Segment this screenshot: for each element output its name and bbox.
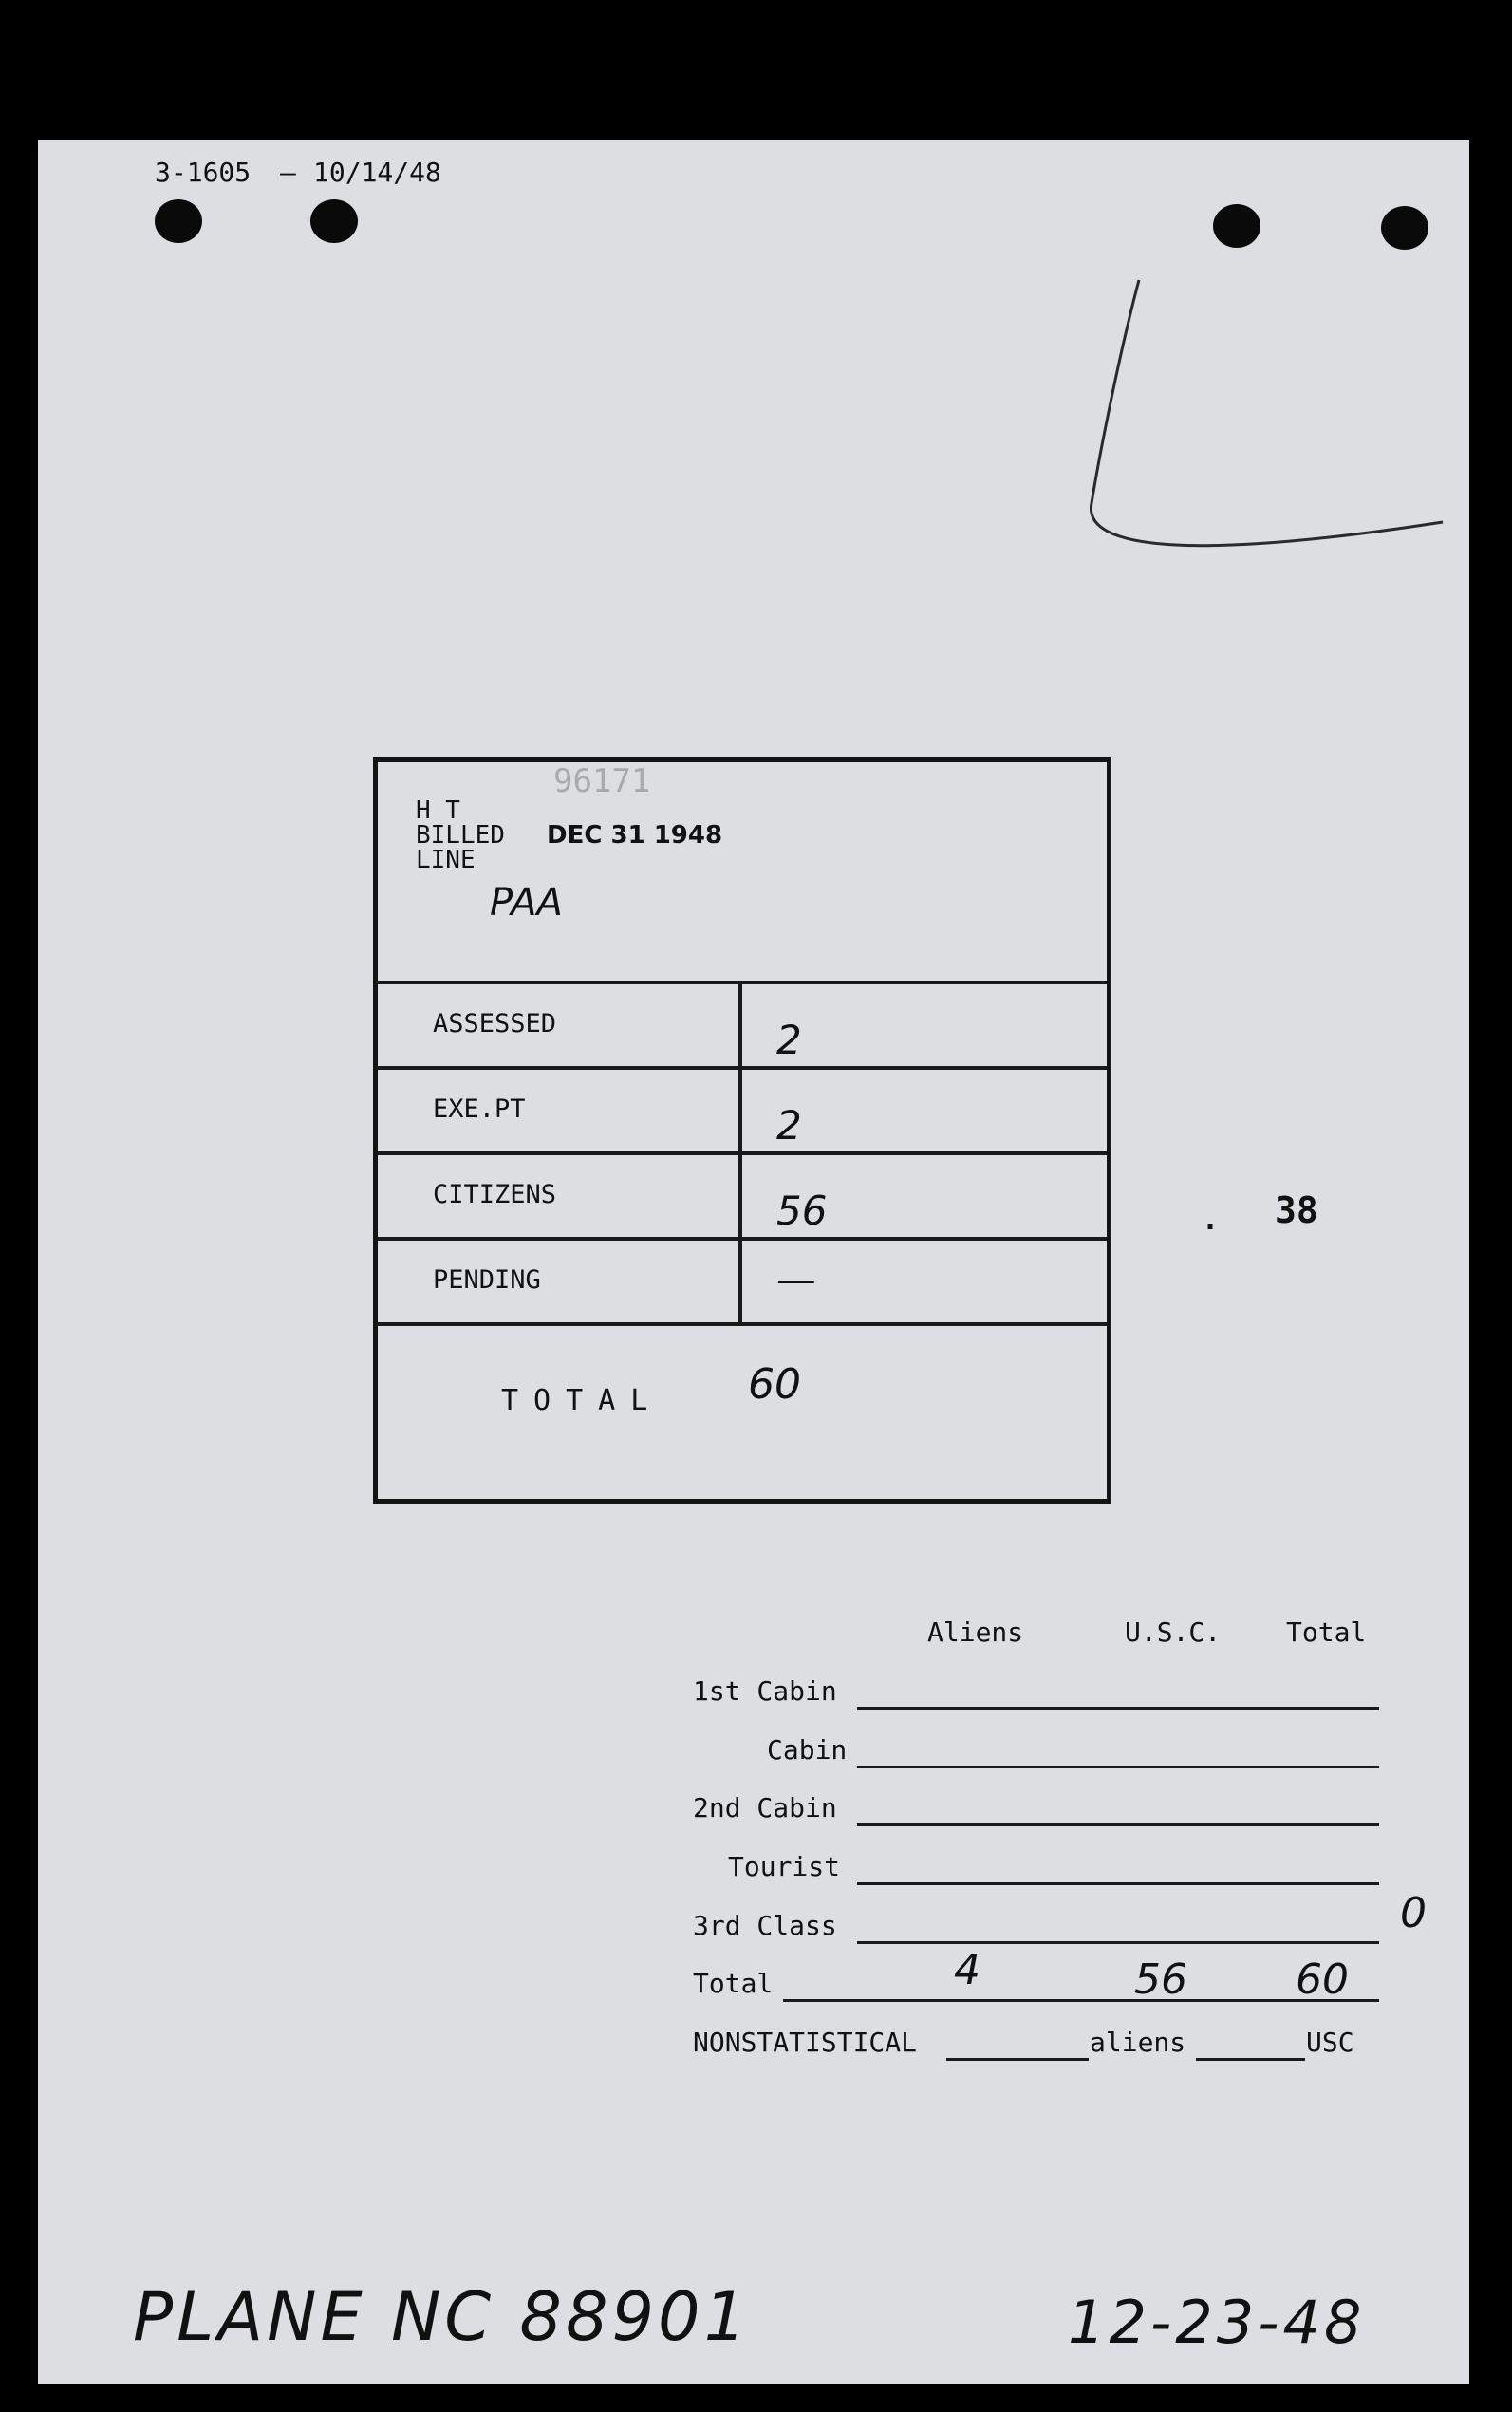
stamp-total-label: TOTAL — [501, 1384, 663, 1417]
punch-hole — [1213, 204, 1260, 248]
punch-hole — [155, 199, 202, 243]
assessed-label: ASSESSED — [433, 1009, 557, 1038]
form-number: 3-1605 — [155, 157, 252, 188]
row-label-tourist: Tourist — [728, 1851, 841, 1882]
row-line — [857, 1823, 1379, 1826]
punch-hole — [310, 199, 358, 243]
total-total-value: 60 — [1296, 1955, 1349, 2004]
row-line — [857, 1941, 1379, 1944]
exempt-label: EXE.PT — [433, 1094, 526, 1124]
stamp-header — [378, 762, 1107, 984]
pending-value: — — [776, 1256, 816, 1302]
row-line — [857, 1766, 1379, 1768]
column-header-total: Total — [1286, 1617, 1367, 1648]
nonstat-usc-label: USC — [1306, 2027, 1354, 2058]
row-label-2nd-cabin: 2nd Cabin — [693, 1792, 837, 1823]
pencil-curve — [1082, 275, 1462, 570]
billing-stamp — [373, 757, 1111, 1504]
row-label-3rd-class: 3rd Class — [693, 1910, 837, 1941]
nonstatistical-label: NONSTATISTICAL — [693, 2027, 918, 2058]
side-number: 38 — [1275, 1189, 1318, 1231]
punch-hole — [1381, 206, 1428, 250]
row-label-cabin: Cabin — [767, 1734, 848, 1766]
handwritten-date: 12-23-48 — [1068, 2288, 1366, 2357]
column-header-aliens: Aliens — [927, 1617, 1024, 1648]
circle-mark: 0 — [1400, 1889, 1427, 1937]
citizens-label: CITIZENS — [433, 1180, 557, 1209]
billed-label: BILLED — [416, 821, 505, 850]
row-line — [857, 1707, 1379, 1710]
row-line — [783, 1999, 1379, 2002]
nonstat-usc-line — [1196, 2058, 1305, 2061]
stamp-row-pending — [378, 1237, 1107, 1326]
form-date: 10/14/48 — [313, 157, 441, 188]
citizens-value: 56 — [776, 1187, 828, 1234]
assessed-value: 2 — [776, 1017, 802, 1063]
faded-serial-number: 96171 — [553, 762, 651, 800]
total-usc-value: 56 — [1134, 1955, 1187, 2004]
nonstat-aliens-line — [946, 2058, 1089, 2061]
billed-date: DEC 31 1948 — [547, 821, 723, 850]
side-dot: · — [1199, 1206, 1223, 1249]
row-label-1st-cabin: 1st Cabin — [693, 1675, 837, 1707]
row-line — [857, 1882, 1379, 1885]
line-value: PAA — [490, 881, 563, 925]
row-label-total: Total — [693, 1968, 774, 1999]
stamp-row-citizens — [378, 1151, 1107, 1241]
pending-label: PENDING — [433, 1265, 541, 1295]
total-aliens-value: 4 — [954, 1946, 980, 1994]
stamp-row-exempt — [378, 1066, 1107, 1155]
stamp-row-assessed — [378, 981, 1107, 1070]
plane-number: PLANE NC 88901 — [133, 2278, 751, 2356]
nonstat-aliens-label: aliens — [1090, 2027, 1186, 2058]
stamp-ht: H T — [416, 796, 460, 825]
form-separator: — — [280, 157, 296, 188]
line-label: LINE — [416, 846, 476, 874]
column-header-usc: U.S.C. — [1125, 1617, 1222, 1648]
stamp-total-value: 60 — [748, 1360, 801, 1409]
exempt-value: 2 — [776, 1102, 802, 1149]
